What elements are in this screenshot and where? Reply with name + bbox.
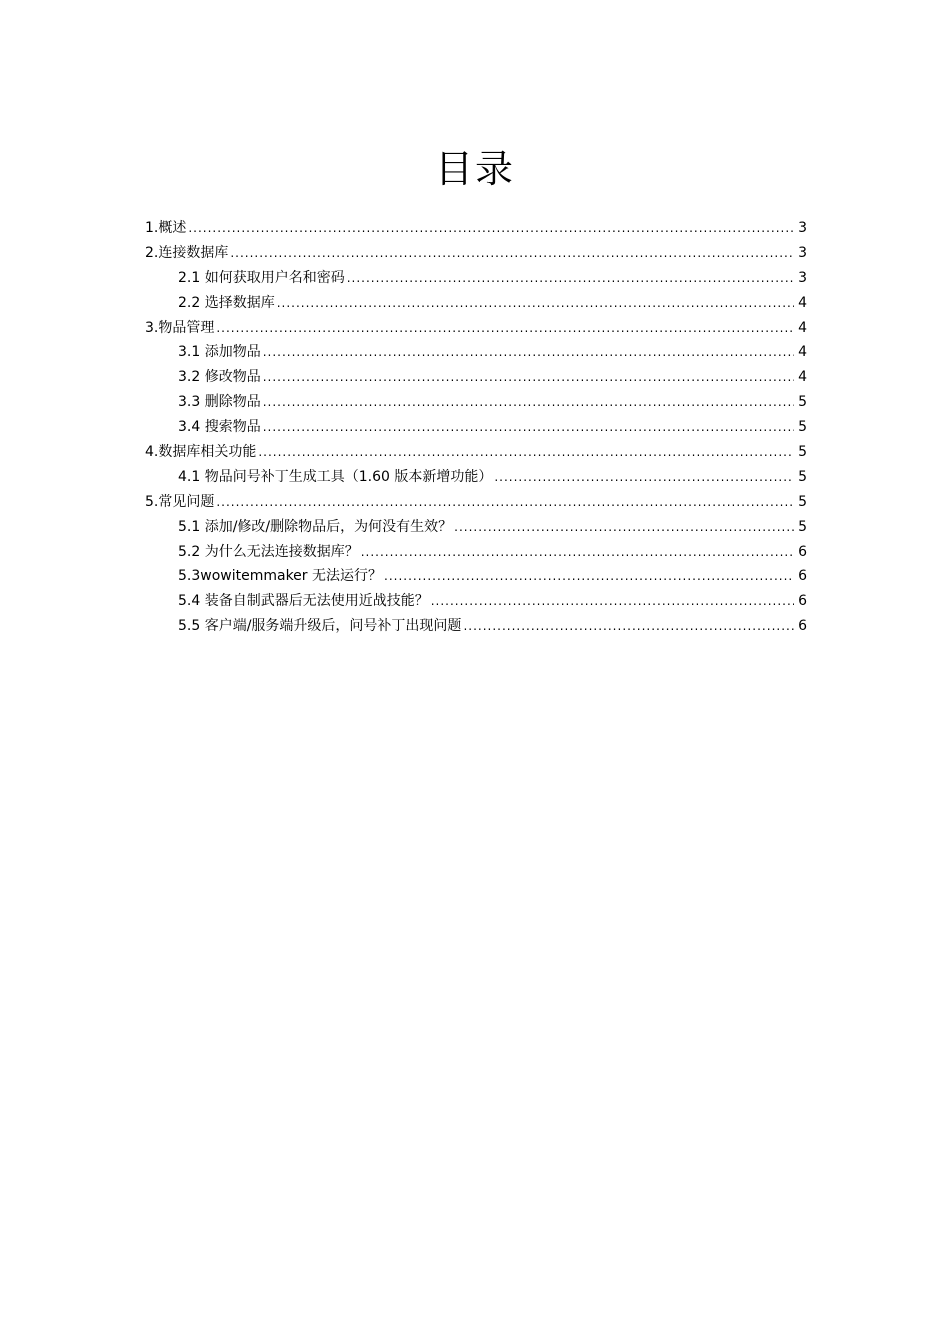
toc-dot-leader: [230, 241, 794, 266]
toc-entry-modify-item[interactable]: [145, 365, 807, 390]
toc-dot-leader: [384, 564, 794, 589]
toc-entry-page: 6: [798, 568, 807, 585]
toc-entry-melee-skill-issue[interactable]: [145, 589, 807, 614]
toc-dot-leader: [263, 415, 794, 440]
toc-entry-text: 5.常见问题: [145, 493, 215, 510]
toc-entry-text: 3.4 搜索物品: [178, 419, 261, 436]
toc-dot-leader: [277, 291, 794, 316]
toc-entry-page: 5: [798, 493, 807, 510]
toc-entry-delete-item[interactable]: [145, 390, 807, 415]
toc-entry-page: 6: [798, 543, 807, 560]
toc-entry-text: 3.2 修改物品: [178, 369, 261, 386]
toc-dot-leader: [431, 589, 794, 614]
toc-dot-leader: [494, 465, 794, 490]
toc-entry-select-database[interactable]: [145, 291, 807, 316]
toc-entry-page: 6: [798, 618, 807, 635]
toc-entry-page: 4: [798, 319, 807, 336]
toc-dot-leader: [258, 440, 794, 465]
toc-entry-text: 3.3 删除物品: [178, 394, 261, 411]
toc-entry-page: 5: [798, 444, 807, 461]
toc-entry-text: 1.概述: [145, 220, 187, 236]
toc-entry-text: 5.3wowitemmaker 无法运行？: [178, 568, 383, 585]
toc-entry-page: 3: [798, 244, 807, 261]
toc-entry-page: 5: [798, 468, 807, 485]
toc-entry-text: 3.物品管理: [145, 319, 215, 336]
toc-dot-leader: [188, 216, 794, 241]
toc-entry-text: 4.数据库相关功能: [145, 444, 257, 461]
toc-dot-leader: [263, 340, 794, 365]
toc-entry-overview[interactable]: [145, 216, 807, 241]
toc-entry-changes-not-applied[interactable]: [145, 515, 807, 540]
toc-entry-page: 5: [798, 394, 807, 411]
toc-entry-page: 5: [798, 419, 807, 436]
toc-entry-page: 5: [798, 518, 807, 535]
toc-entry-app-cannot-run[interactable]: [145, 564, 807, 589]
toc-entry-text: 5.2 为什么无法连接数据库？: [178, 543, 359, 560]
toc-entry-text: 5.4 装备自制武器后无法使用近战技能？: [178, 593, 429, 610]
toc-entry-page: 3: [798, 269, 807, 286]
toc-entry-text: 5.5 客户端/服务端升级后，问号补丁出现问题: [178, 618, 462, 635]
toc-entry-add-item[interactable]: [145, 340, 807, 365]
toc-entry-faq[interactable]: [145, 490, 807, 515]
toc-entry-page: 4: [798, 344, 807, 361]
toc-entry-cannot-connect[interactable]: [145, 540, 807, 565]
toc-dot-leader: [361, 540, 794, 565]
toc-entry-text: 5.1 添加/修改/删除物品后，为何没有生效？: [178, 518, 453, 535]
toc-entry-text: 2.2 选择数据库: [178, 294, 275, 311]
toc-dot-leader: [263, 390, 794, 415]
toc-entry-database-functions[interactable]: [145, 440, 807, 465]
toc-list: [145, 216, 807, 639]
toc-dot-leader: [263, 365, 794, 390]
toc-dot-leader: [454, 515, 794, 540]
toc-entry-text: 3.1 添加物品: [178, 344, 261, 361]
toc-dot-leader: [347, 266, 794, 291]
toc-entry-get-credentials[interactable]: [145, 266, 807, 291]
toc-entry-page: 4: [798, 369, 807, 386]
toc-entry-search-item[interactable]: [145, 415, 807, 440]
toc-entry-text: 2.连接数据库: [145, 244, 229, 261]
toc-entry-text: 2.1 如何获取用户名和密码: [178, 269, 345, 286]
toc-title: 目录: [434, 147, 515, 191]
toc-entry-patch-issue-after-upgrade[interactable]: [145, 614, 807, 639]
toc-entry-patch-generator[interactable]: [145, 465, 807, 490]
toc-entry-page: 4: [798, 294, 807, 311]
toc-entry-connect-database[interactable]: [145, 241, 807, 266]
toc-entry-item-management[interactable]: [145, 316, 807, 341]
toc-entry-page: 6: [798, 593, 807, 610]
toc-entry-text: 4.1 物品问号补丁生成工具（1.60 版本新增功能）: [178, 468, 493, 485]
toc-dot-leader: [216, 490, 794, 515]
toc-dot-leader: [463, 614, 794, 639]
toc-entry-page: 3: [798, 220, 807, 236]
toc-dot-leader: [216, 316, 794, 341]
